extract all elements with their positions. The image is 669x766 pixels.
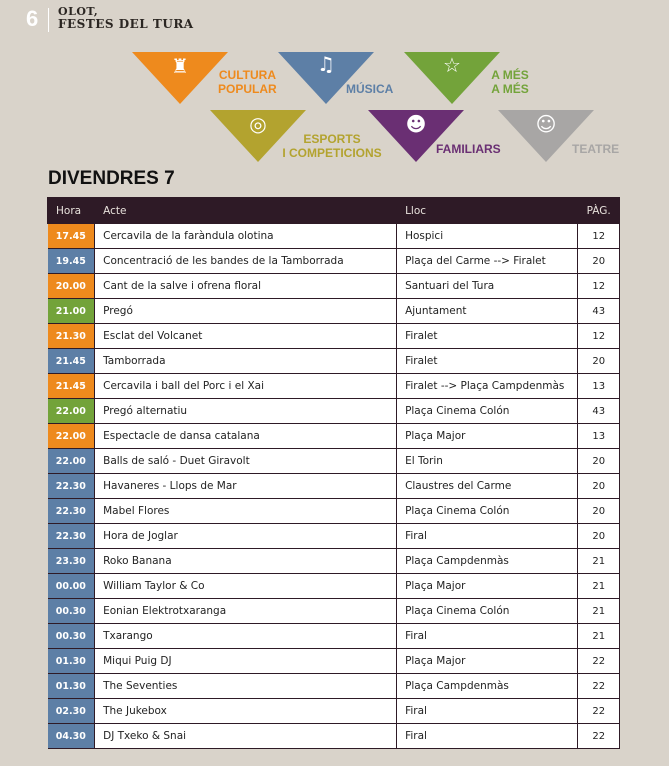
lloc-cell: Hospici [397, 224, 578, 249]
acte-cell: Balls de saló - Duet Giravolt [95, 449, 397, 474]
hora-cell: 19.45 [48, 249, 95, 274]
table-row [48, 299, 620, 324]
lloc-cell: Firal [397, 699, 578, 724]
lloc-cell: Firal [397, 524, 578, 549]
table-row [48, 349, 620, 374]
hora-cell: 22.30 [48, 524, 95, 549]
lloc-cell: Plaça Cinema Colón [397, 399, 578, 424]
hora-cell: 00.30 [48, 599, 95, 624]
lloc-cell: Plaça Cinema Colón [397, 499, 578, 524]
pag-cell: 22 [578, 699, 620, 724]
acte-cell: Pregó alternatiu [95, 399, 397, 424]
hora-cell: 21.00 [48, 299, 95, 324]
table-row [48, 574, 620, 599]
pag-cell: 20 [578, 524, 620, 549]
lloc-cell: Plaça Major [397, 574, 578, 599]
acte-cell: The Jukebox [95, 699, 397, 724]
acte-cell: Cercavila i ball del Porc i el Xai [95, 374, 397, 399]
acte-cell: Esclat del Volcanet [95, 324, 397, 349]
header-pag: PÀG. [578, 198, 620, 224]
hora-cell: 22.00 [48, 399, 95, 424]
hora-cell: 02.30 [48, 699, 95, 724]
hora-cell: 00.30 [48, 624, 95, 649]
pag-cell: 21 [578, 549, 620, 574]
table-row [48, 649, 620, 674]
table-row [48, 424, 620, 449]
lloc-cell: Santuari del Tura [397, 274, 578, 299]
lloc-cell: Plaça Cinema Colón [397, 599, 578, 624]
category-legend [0, 0, 669, 170]
table-row [48, 274, 620, 299]
lloc-cell: Plaça Campdenmàs [397, 674, 578, 699]
acte-cell: Hora de Joglar [95, 524, 397, 549]
hora-cell: 21.45 [48, 374, 95, 399]
brand-line-2: FESTES DEL TURA [58, 17, 194, 31]
pag-cell: 43 [578, 299, 620, 324]
category-label: A MÉS [491, 68, 529, 82]
lloc-cell: Plaça Major [397, 649, 578, 674]
acte-cell: Concentració de les bandes de la Tamborrada [95, 249, 397, 274]
pag-cell: 22 [578, 724, 620, 749]
table-row [48, 224, 620, 249]
lloc-cell: Firal [397, 624, 578, 649]
pag-cell: 20 [578, 499, 620, 524]
category-label: FAMILIARS [436, 142, 501, 156]
castle-icon: ♜ [171, 54, 189, 78]
acte-cell: Cant de la salve i ofrena floral [95, 274, 397, 299]
hora-cell: 17.45 [48, 224, 95, 249]
table-row [48, 674, 620, 699]
pag-cell: 20 [578, 249, 620, 274]
category-label: CULTURA [218, 68, 276, 82]
hora-cell: 04.30 [48, 724, 95, 749]
hora-cell: 22.30 [48, 474, 95, 499]
lloc-cell: Plaça Major [397, 424, 578, 449]
acte-cell: Txarango [95, 624, 397, 649]
section-title: DIVENDRES 7 [48, 168, 175, 189]
lloc-cell: Plaça del Carme --> Firalet [397, 249, 578, 274]
acte-cell: Miqui Puig DJ [95, 649, 397, 674]
acte-cell: Roko Banana [95, 549, 397, 574]
family-icon: ☻ [405, 112, 427, 136]
table-row [48, 449, 620, 474]
music-notes-icon: ♫ [317, 52, 335, 76]
hora-cell: 22.00 [48, 449, 95, 474]
table-row [48, 724, 620, 749]
header-acte: Acte [95, 198, 397, 224]
acte-cell: Cercavila de la faràndula olotina [95, 224, 397, 249]
table-row [48, 524, 620, 549]
page-number: 6 [26, 6, 39, 31]
lloc-cell: Claustres del Carme [397, 474, 578, 499]
hora-cell: 22.30 [48, 499, 95, 524]
acte-cell: Havaneres - Llops de Mar [95, 474, 397, 499]
table-row [48, 399, 620, 424]
pag-cell: 43 [578, 399, 620, 424]
pag-cell: 22 [578, 674, 620, 699]
lloc-cell: El Torin [397, 449, 578, 474]
category-label: TEATRE [572, 142, 620, 156]
header-hora: Hora [48, 198, 95, 224]
hora-cell: 23.30 [48, 549, 95, 574]
table-row [48, 474, 620, 499]
acte-cell: Tamborrada [95, 349, 397, 374]
schedule-table [47, 197, 620, 749]
star-icon: ☆ [443, 53, 461, 77]
acte-cell: William Taylor & Co [95, 574, 397, 599]
category-label: MÚSICA [346, 82, 394, 96]
pag-cell: 13 [578, 374, 620, 399]
acte-cell: Eonian Elektrotxaranga [95, 599, 397, 624]
table-row [48, 324, 620, 349]
acte-cell: Pregó [95, 299, 397, 324]
pag-cell: 12 [578, 224, 620, 249]
table-row [48, 624, 620, 649]
pag-cell: 13 [578, 424, 620, 449]
category-label: POPULAR [218, 82, 277, 96]
pag-cell: 20 [578, 449, 620, 474]
acte-cell: Espectacle de dansa catalana [95, 424, 397, 449]
hora-cell: 00.00 [48, 574, 95, 599]
pag-cell: 20 [578, 474, 620, 499]
acte-cell: Mabel Flores [95, 499, 397, 524]
table-row [48, 249, 620, 274]
lloc-cell: Firal [397, 724, 578, 749]
category-label: ESPORTS [303, 132, 361, 146]
acte-cell: The Seventies [95, 674, 397, 699]
category-label: A MÉS [491, 82, 529, 96]
brand-line-1: OLOT, [58, 5, 99, 18]
acte-cell: DJ Txeko & Snai [95, 724, 397, 749]
table-header-row [48, 198, 620, 224]
pag-cell: 21 [578, 599, 620, 624]
pag-cell: 12 [578, 274, 620, 299]
ball-icon: ◎ [249, 112, 267, 136]
table-row [48, 549, 620, 574]
lloc-cell: Firalet [397, 324, 578, 349]
theatre-masks-icon: ☺ [535, 112, 557, 136]
lloc-cell: Ajuntament [397, 299, 578, 324]
lloc-cell: Firalet [397, 349, 578, 374]
hora-cell: 21.30 [48, 324, 95, 349]
hora-cell: 22.00 [48, 424, 95, 449]
table-body [48, 224, 620, 749]
hora-cell: 21.45 [48, 349, 95, 374]
pag-cell: 21 [578, 624, 620, 649]
header-lloc: Lloc [397, 198, 578, 224]
table-row [48, 499, 620, 524]
hora-cell: 01.30 [48, 649, 95, 674]
table-row [48, 374, 620, 399]
lloc-cell: Plaça Campdenmàs [397, 549, 578, 574]
table-row [48, 599, 620, 624]
hora-cell: 20.00 [48, 274, 95, 299]
hora-cell: 01.30 [48, 674, 95, 699]
pag-cell: 20 [578, 349, 620, 374]
table-row [48, 699, 620, 724]
lloc-cell: Firalet --> Plaça Campdenmàs [397, 374, 578, 399]
category-label: I COMPETICIONS [282, 146, 382, 160]
pag-cell: 12 [578, 324, 620, 349]
pag-cell: 21 [578, 574, 620, 599]
pag-cell: 22 [578, 649, 620, 674]
